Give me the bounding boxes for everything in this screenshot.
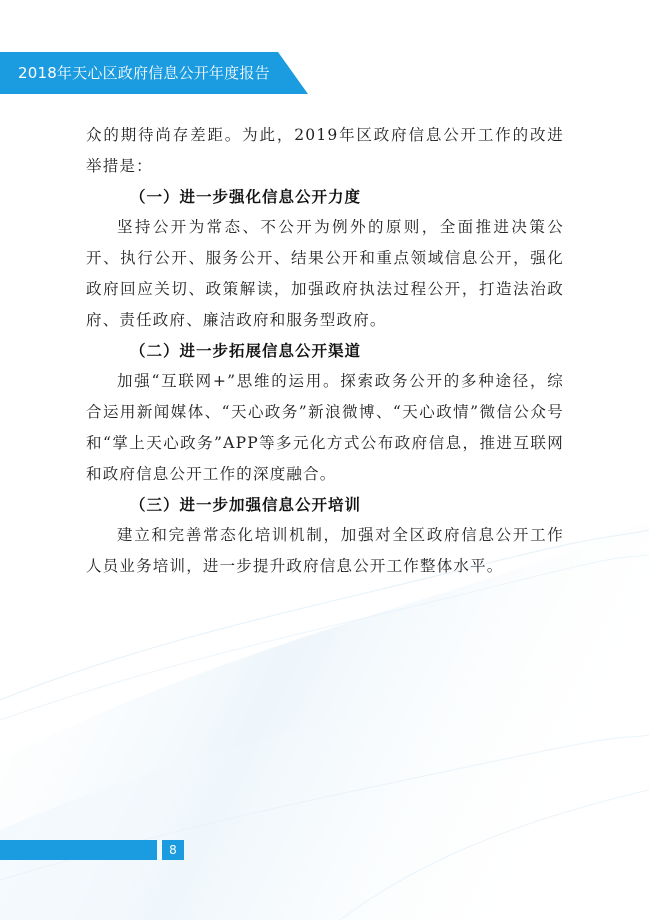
- report-title: 2018年天心区政府信息公开年度报告: [18, 64, 270, 82]
- section-paragraph: 建立和完善常态化培训机制，加强对全区政府信息公开工作人员业务培训，进一步提升政府信息公开工作整体水平。: [86, 526, 564, 576]
- footer-bar: [0, 840, 157, 860]
- section-paragraph: 加强“互联网+”思维的运用。探索政务公开的多种途径，综合运用新闻媒体、“天心政务”新浪微博、“天心政情”微信公众号和“掌上天心政务”APP等多元化方式公布政府信息，推进互联网和政府信息公开工作的深度融合。: [86, 372, 564, 483]
- document-body: [86, 120, 564, 582]
- section-heading: （三）进一步加强信息公开培训: [130, 495, 362, 514]
- section-heading: （一）进一步强化信息公开力度: [130, 187, 362, 206]
- intro-paragraph: 众的期待尚存差距。为此，2019年区政府信息公开工作的改进举措是：: [86, 126, 564, 175]
- section-heading: （二）进一步拓展信息公开渠道: [130, 341, 362, 360]
- page-number: 8: [162, 840, 184, 860]
- section-paragraph: 坚持公开为常态、不公开为例外的原则，全面推进决策公开、执行公开、服务公开、结果公开和重点领域信息公开，强化政府回应关切、政策解读，加强政府执法过程公开，打造法治政府、责任政府、廉洁政府和服务型政府。: [86, 218, 564, 329]
